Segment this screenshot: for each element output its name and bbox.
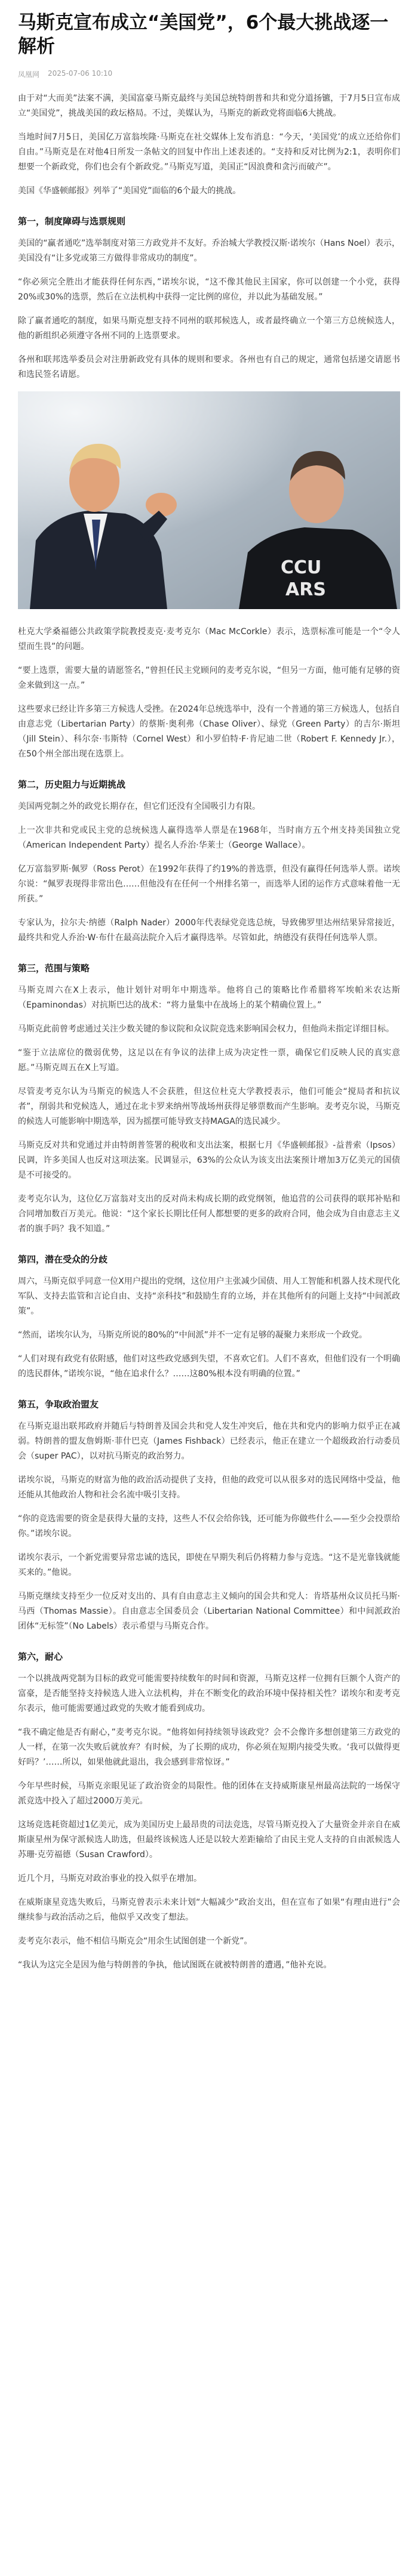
paragraph: 由于对“大而美”法案不满，美国富豪马斯克最终与美国总统特朗普和共和党分道扬镳，于7月5日宣布成立“美国党”，挑战美国的政坛格局。不过，美媒认为，马斯克的新政党将面临6大挑战。: [18, 94, 400, 118]
paragraph: 马斯克反对共和党通过并由特朗普签署的税收和支出法案，根据七月《华盛顿邮报》-益普索（Ipsos）民调，许多美国人也反对这项法案。民调显示，63%的公众认为该支出法案预计增加3万亿美元的国债是不可接受的。: [18, 1141, 400, 1180]
photo-illustration: [18, 391, 400, 609]
paragraph: “鉴于立法席位的微弱优势，这足以在有争议的法律上成为决定性一票，确保它们反映人民的真实意愿。”马斯克周五在X上写道。: [18, 1048, 400, 1073]
paragraph: 一个以挑战两党制为目标的政党可能需要持续数年的时间和资源，马斯克这样一位拥有巨额个人资产的富豪，是否能坚持支持候选人进入立法机构，并在不断变化的政治环境中保持相关性？诺埃尔和麦考克尔表示，他可能需要通过政党的失败才能看到成功。: [18, 1674, 400, 1713]
article-source[interactable]: 凤凰网: [18, 70, 40, 79]
paragraph: 马斯克此前曾考虑通过关注少数关键的参议院和众议院竞选来影响国会权力，但他尚未指定详细目标。: [18, 1024, 394, 1034]
paragraph: 在威斯康星竞选失败后，马斯克曾表示未来计划“大幅减少”政治支出，但在宣布了如果“有理由进行”会继续参与政治活动之后，他似乎又改变了想法。: [18, 1898, 400, 1922]
paragraph: 周六，马斯克似乎同意一位X用户提出的党纲，这位用户主张减少国债、用人工智能和机器人技术现代化军队、支持去监管和言论自由、支持“亲科技”和鼓励生育的立场，并在其他所有的问题上支持“中间派政策”。: [18, 1277, 400, 1316]
paragraph: “你的竞选需要的资金是获得大量的支持，这些人不仅会给你钱，还可能为你做些什么——至少会投票给你。”诺埃尔说。: [18, 1514, 400, 1539]
paragraph: “要上选票，需要大量的请愿签名，”曾担任民主党顾问的麦考克尔说，“但另一方面，他可能有足够的资金来做到这一点。”: [18, 666, 400, 690]
paragraph: “人们对现有政党有依附感，他们对这些政党感到失望，不喜欢它们。人们不喜欢，但他们没有一个明确的选民群体，”诺埃尔说，“他在追求什么？……这80%根本没有明确的位置。”: [18, 1354, 400, 1379]
article-date: 2025-07-06 10:10: [48, 69, 113, 78]
article-meta: [18, 69, 400, 79]
paragraph: “我不确定他是否有耐心，”麦考克尔说。“他将如何持续领导该政党？会不会像许多想创建第三方政党的人一样，在第一次失败后就放弃？有时候，为了长期的成功，你必须在短期内接受失败。‘我可以做得更好吗？’……所以，如果他就此退出，我会感到非常惊讶。”: [18, 1728, 400, 1767]
paragraph: 除了赢者通吃的制度，如果马斯克想支持不同州的联邦候选人，或者最终确立一个第三方总统候选人，他的新组织必须遵守各州不同的上选票要求。: [18, 316, 400, 341]
paragraph: 这场竞选耗资超过1亿美元，成为美国历史上最昂贵的司法竞选，尽管马斯克投入了大量资金并亲自在威斯康星州为保守派候选人助选，但最终该候选人还是以较大差距输给了由民主党人支持的自由派候选人苏珊·克劳福德（Susan Crawford）。: [18, 1820, 400, 1860]
paragraph: 亿万富翁罗斯·佩罗（Ross Perot）在1992年获得了约19%的普选票，但没有赢得任何选举人票。诺埃尔说：“佩罗表现得非常出色……但他没有在任何一个州排名第一，而选举人团的运作方式意味着他一无所获。”: [18, 864, 400, 904]
paragraph: 在马斯克退出联邦政府并随后与特朗普及国会共和党人发生冲突后，他在共和党内的影响力似乎正在减弱。特朗普的盟友詹姆斯·菲什巴克（James Fishback）已经表示，他正在建立一个超级政治行动委员会（super PAC），以对抗马斯克的政治努力。: [18, 1422, 400, 1461]
paragraph: “你必须完全胜出才能获得任何东西，”诺埃尔说，“这不像其他民主国家，你可以创建一个小党，获得20%或30%的选票，然后在立法机构中获得一定比例的席位，并以此为基础发展。”: [18, 277, 400, 302]
paragraph: 近几个月，马斯克对政治事业的投入似乎在增加。: [18, 1874, 202, 1883]
section-heading: 第四，潜在受众的分歧: [18, 1254, 108, 1265]
paragraph: 美国两党制之外的政党长期存在，但它们还没有全国吸引力有限。: [18, 802, 260, 811]
paragraph: 美国的“赢者通吃”选举制度对第三方政党并不友好。乔治城大学教授汉斯·诺埃尔（Hans Noel）表示，美国没有“让多党或第三方做得非常成功的制度”。: [18, 239, 400, 263]
paragraph: 麦考克尔认为，这位亿万富翁对支出的反对尚未构成长期的政党纲领，他追营的公司获得的联邦补贴和合同增加数百万美元。他说：“这个家长长期比任何人都想要的更多的政府合同，他会成为自由意志主义者的旗手吗？我不知道。”: [18, 1194, 400, 1234]
paragraph: 各州和联邦选举委员会对注册新政党有具体的规则和要求。各州也有自己的规定，通常包括递交请愿书和选民签名请愿。: [18, 355, 400, 379]
section-heading: 第二，历史阻力与近期挑战: [18, 779, 126, 790]
paragraph: 当地时间7月5日，美国亿万富翁埃隆·马斯克在社交媒体上发布消息：“今天，‘美国党’的成立还给你们自由。”马斯克是在对他4日所发一条帖文的回复中作出上述表述的。“支持和反对比例为2:1，表明你们想要一个新政党，你们也会有个新政党。”马斯克写道，美国正“因浪费和贪污而破产”。: [18, 132, 400, 172]
paragraph: “然而，诺埃尔认为，马斯克所说的80%的“中间派”并不一定有足够的凝聚力来形成一个政党。: [18, 1330, 367, 1340]
paragraph: 这些要求已经让许多第三方候选人受挫。在2024年总统选举中，没有一个普通的第三方候选人，包括自由意志党（Libertarian Party）的蔡斯·奥利弗（Chase Oliver）、绿党（Green Party）的吉尔·斯坦（Jill Stein）、科尔奈·韦斯特（Cornel West）和小罗伯特·F·肯尼迪二世（Robert F. Kennedy Jr.），在50个州全部出现在选票上。: [18, 705, 400, 759]
paragraph: “我认为这完全是因为他与特朗普的争执，他试图既在就被特朗普的遭遇，”他补充说。: [18, 1960, 332, 1970]
shirt-text-2: ARS: [285, 579, 326, 600]
article-title: 马斯克宣布成立“美国党”，6个最大挑战逐一解析: [18, 12, 389, 57]
paragraph: 今年早些时候，马斯克亲眼见证了政治资金的局限性。他的团体在支持威斯康星州最高法院的一场保守派竞选中投入了超过2000万美元。: [18, 1781, 400, 1806]
paragraph: 麦考克尔表示，他不相信马斯克会“用余生试图创建一个新党”。: [18, 1936, 253, 1946]
section-heading: 第一，制度障碍与选票规则: [18, 216, 126, 227]
paragraph: 杜克大学桑福德公共政策学院教授麦克·麦考克尔（Mac McCorkle）表示，选票标准可能是一个“令人望而生畏”的问题。: [18, 627, 400, 651]
article-photo: [18, 391, 400, 609]
section-heading: 第六，耐心: [18, 1651, 63, 1662]
paragraph: 马斯克继续支持至少一位反对支出的、具有自由意志主义倾向的国会共和党人：肯塔基州众议员托马斯·马西（Thomas Massie）。自由意志全国委员会（Libertarian National Committee）和中间派政治团体“无标签”（No Labels）表示希望与马斯克合作。: [18, 1592, 400, 1631]
paragraph: 上一次非共和党或民主党的总统候选人赢得选举人票是在1968年，当时南方五个州支持美国独立党（American Independent Party）提名人乔治·华莱士（George Wallace）。: [18, 826, 400, 850]
paragraph: 尽管麦考克尔认为马斯克的候选人不会获胜，但这位杜克大学教授表示，他们可能会“搅局者和抗议者”，削弱共和党候选人，通过在北卡罗来纳州等战场州获得足够票数而产生影响。麦考克尔说，马斯克的候选人可能影响中期选举，因为摇摆可能导致支持MAGA的选民减少。: [18, 1087, 400, 1126]
section-heading: 第五，争取政治盟友: [18, 1399, 99, 1410]
paragraph: 诺埃尔表示，一个新党需要异常忠诚的选民，即使在早期失利后仍将精力参与竞选。“这不是光靠钱就能买来的。”他说。: [18, 1553, 400, 1577]
paragraph: 专家认为，拉尔夫·纳德（Ralph Nader）2000年代表绿党竞选总统，导致佛罗里达州结果异常接近，最终共和党人乔治·W·布什在最高法院介入后才赢得选举。尽管如此，纳德没有获得任何选举人票。: [18, 918, 400, 943]
paragraph: 马斯克周六在X上表示，他计划针对明年中期选举。他将自己的策略比作希腊将军埃帕米农达斯（Epaminondas）对抗斯巴达的战术：“将力量集中在战场上的某个精确位置上。”: [18, 986, 400, 1010]
intro: [18, 91, 400, 199]
shirt-text-1: CCU: [281, 557, 322, 578]
section-heading: 第三，范围与策略: [18, 963, 90, 974]
paragraph: 美国《华盛顿邮报》列举了“美国党”面临的6个最大的挑战。: [18, 186, 241, 196]
paragraph: 诺埃尔说，马斯克的财富为他的政治活动提供了支持，但他的政党可以从很多对的选民网络中受益，他还能从其他政治人物和社会名流中吸引支持。: [18, 1475, 400, 1500]
